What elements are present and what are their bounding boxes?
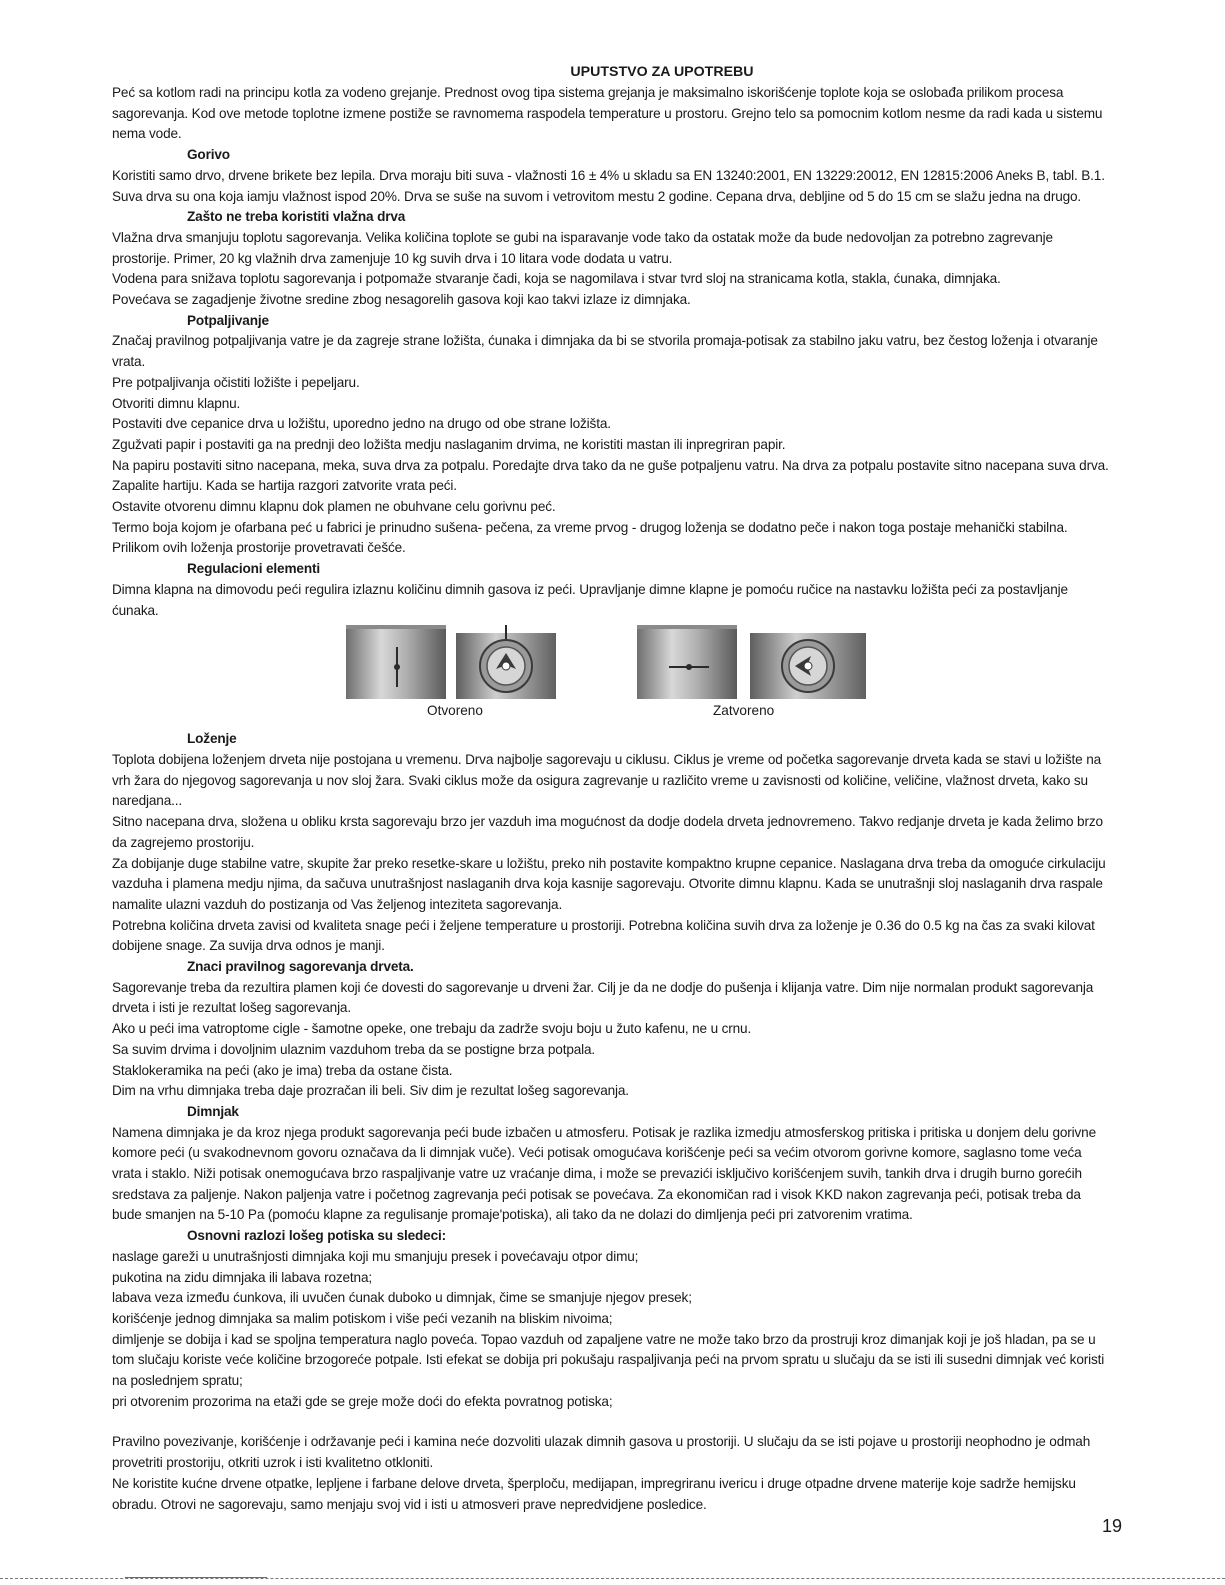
razlozi-item-3: labava veza između ćunkova, ili uvučen ćunak duboko u dimnjak, čime se smanjuje njegov presek; (112, 1290, 692, 1306)
lozenje-paragraph-3: Za dobijanje duge stabilne vatre, skupite žar preko resetke-skare u ložištu, preko nih postavite kompaktno krupne cepanice. Naslagana drva treba da omoguće cirkulaciju vazduha i plamena medju njima, da sačuva unutrašnjost naslaganih drva koja kasnije sagorevaju. Otvorite dimnu klapnu. Kada se unutrašnji sloj naslaganih drva raspale namalite ulazni vazduh do postizanja od Vas željenog inteziteta sagorevanja. (112, 855, 1106, 912)
closing-paragraph-1: Pravilno povezivanje, korišćenje i održavanje peći i kamina neće dozvoliti ulazak dimnih gasova u prostoriji. U slučaju da se isti pojave u prostoriji neophodno je odmah provetriti prostoriju, otkriti uzrok i isti kvalitetno otkloniti. (112, 1434, 1091, 1471)
potpaljivanje-paragraph-9: Termo boja kojom je ofarbana peć u fabrici je prinudno sušena- pečena, za vreme prvog - drugog loženja se dodatno peče i nakon toga postaje mehanički stabilna. Prilikom ovih loženja prostorije provetravati češće. (112, 519, 1068, 556)
znaci-paragraph-3: Sa suvim drvima i dovoljnim ulaznim vazduhom treba da se postigne brza potpala. (112, 1041, 596, 1057)
manual-page (112, 62, 1112, 1515)
heading-razlozi: Osnovni razlozi lošeg potiska su sledeci: (187, 1228, 447, 1244)
znaci-paragraph-4: Staklokeramika na peći (ako je ima) treba da ostane čista. (112, 1062, 453, 1078)
lozenje-paragraph-1: Toplota dobijena loženjem drveta nije postojana u vremenu. Drva najbolje sagorevaju u ciklusu. Ciklus je vreme od početka sagorevanje drveta kada se stavi u ložište na vrh žara do njegovog sagorevanja u nov sloj žara. Svaki ciklus može da osigura zagrevanje u različito vreme u zavisnosti od količine, veličine, vlažnost drveta, kako su naredjana... (112, 751, 1102, 809)
footer-dashed-line (0, 1578, 1225, 1579)
razlozi-item-4: korišćenje jednog dimnjaka sa malim potiskom i više peći vezanih na bliskim nivoima; (112, 1310, 613, 1326)
caption-open: Otvoreno (427, 703, 483, 719)
page-title: UPUTSTVO ZA UPOTREBU (570, 64, 754, 80)
razlozi-item-6: pri otvorenim prozorima na etaži gde se greje može doći do efekta povratnog potiska; (112, 1393, 613, 1409)
potpaljivanje-paragraph-1: Značaj pravilnog potpaljivanja vatre je da zagreje strane ložišta, ćunaka i dimnjaka da bi se stvorila promaja-potisak za stabilno jaku vatru, bez čestog loženja i otvaranje vrata. (112, 333, 1098, 370)
dimnjak-paragraph: Namena dimnjaka je da kroz njega produkt sagorevanja peći bude izbačen u atmosferu. Potisak je razlika izmedju atmosferskog pritiska i pritiska u donjem delu gorivne komore peći (u svakodnevnom govoru označava da li dimnjak vuče). Veći potisak omogućava korišćenje peći sa većim otvorom gorivne komore, saglasno tome veća vrata i staklo. Niži potisak onemogućava brzo raspaljivanje vatre uz vraćanje dima, i može se prevazići isključivo korišćenjem suvih, tankih drva i drugih burno gorećih sredstava za paljenje. Nakon paljenja vatre i početnog zagrevanja peći potisak se povećava. Za ekonomičan rad i visok KKD nakon zagrevanja peći, potisak treba da bude smanjen na 5-10 Pa (pomoću klapne za regulisanje promaje'potiska), ali tako da ne dolazi do dimljenja peći pri zatvorenim vratima. (112, 1124, 1096, 1223)
caption-closed: Zatvoreno (713, 703, 775, 719)
razlozi-item-5: dimljenje se dobija i kad se spoljna temperatura naglo poveća. Topao vazduh od zapaljene vatre ne može tako brzo da prostruji kroz dimanjak koji je još hladan, pa se u tom slučaju koriste veće količine brzogoreće potpale. Isti efekat se dobija pri pokušaju raspaljivanja peći na prvom spratu u slučaju da se isti ili susedni dimnjak već koristi na poslednjem spratu; (112, 1331, 1105, 1389)
heading-potpaljivanje: Potpaljivanje (187, 312, 269, 328)
potpaljivanje-paragraph-5: Zgužvati papir i postaviti ga na prednji deo ložišta medju naslaganim drvima, ne koristiti mastan ili inpregriran papir. (112, 436, 786, 452)
damper-closed-pipe-image (637, 625, 737, 699)
heading-regulacioni-elementi: Regulacioni elementi (187, 561, 320, 577)
page-number: 19 (1102, 1516, 1123, 1536)
intro-paragraph: Peć sa kotlom radi na principu kotla za vodeno grejanje. Prednost ovog tipa sistema grejanja je maksimalno iskorišćenje toplote koja se oslobađa prilikom procesa sagorevanja. Kod ove metode toplotne izmene postiže se ravnomema raspodela temperature u prostoru. Grejno telo sa pomocnim kotlom nesme da radi kada u sistemu nema vode. (112, 85, 1103, 142)
damper-open-valve-image (456, 625, 556, 699)
heading-lozenje: Loženje (187, 731, 237, 747)
potpaljivanje-paragraph-6: Na papiru postaviti sitno nacepana, meka, suva drva za potpalu. Poredajte drva tako da ne guše potpaljenu vatru. Na drva za potpalu postavite sitno nacepana suva drva. (112, 457, 1109, 473)
potpaljivanje-paragraph-7: Zapalite hartiju. Kada se hartija razgori zatvorite vrata peći. (112, 478, 457, 494)
potpaljivanje-paragraph-8: Ostavite otvorenu dimnu klapnu dok plamen ne obuhvane celu gorivnu peć. (112, 499, 556, 515)
closing-paragraph-2: Ne koristite kućne drvene otpatke, lepljene i farbane delove drveta, šperploču, medijapan, impregriranu ivericu i druge otpadne drvene materije koje sadrže hemijsku obradu. Otrovi ne sagorevaju, samo menjaju svoj vid i isti u atmosveri prave nepredvidjene posledice. (112, 1475, 1076, 1512)
heading-znaci: Znaci pravilnog sagorevanja drveta. (187, 959, 414, 975)
razlozi-item-1: naslage gareži u unutrašnjosti dimnjaka koji mu smanjuju presek i povećavaju otpor dimu; (112, 1248, 639, 1264)
potpaljivanje-paragraph-4: Postaviti dve cepanice drva u ložištu, uporedno jedno na drugo od obe strane ložišta. (112, 416, 611, 432)
gorivo-paragraph: Koristiti samo drvo, drvene brikete bez lepila. Drva moraju biti suva - vlažnosti 16 ± 4% u skladu sa EN 13240:2001, EN 13229:20012, EN 12815:2006 Aneks B, tabl. B.1. Suva drva su ona koja iamju vlažnost ispod 20%. Drva se suše na suvom i vetrovitom mestu 2 godine. Cepana drva, debljine od 5 do 15 cm se slažu jedna na drugo. (112, 167, 1105, 204)
vlazna-paragraph-2: Vodena para snižava toplotu sagorevanja i potpomaže stvaranje čadi, koja se nagomilava i stvar tvrd sloj na stranicama kotla, stakla, ćunaka, dimnjaka. (112, 271, 1001, 287)
potpaljivanje-paragraph-3: Otvoriti dimnu klapnu. (112, 395, 241, 411)
footer-blue-line (125, 1577, 267, 1578)
heading-vlazna-drva: Zašto ne treba koristiti vlažna drva (187, 209, 406, 225)
damper-figure (112, 625, 1112, 723)
damper-closed-valve-image (750, 625, 866, 699)
vlazna-paragraph-1: Vlažna drva smanjuju toplotu sagorevanja. Velika količina toplote se gubi na isparavanje vode tako da ostatak može da bude nedovoljan za potrebno zagrevanje prostorije. Primer, 20 kg vlažnih drva zamenjuje 10 kg suvih drva i 10 litara vode dodata u vatru. (112, 229, 1053, 266)
lozenje-paragraph-4: Potrebna količina drveta zavisi od kvaliteta snage peći i željene temperature u prostoriji. Potrebna količina suvih drva za loženje je 0.36 do 0.5 kg na čas za svaki kilovat dobijene snage. Za suvija drva odnos je manji. (112, 917, 1095, 954)
znaci-paragraph-1: Sagorevanje treba da rezultira plamen koji će dovesti do sagorevanje u drveni žar. Cilj je da ne dodje do pušenja i klijanja vatre. Dim nije normalan produkt sagorevanja drveta i isti je rezultat lošeg sagorevanja. (112, 979, 1094, 1016)
spacer (112, 1412, 1112, 1432)
heading-dimnjak: Dimnjak (187, 1103, 239, 1119)
lozenje-paragraph-2: Sitno nacepana drva, složena u obliku krsta sagorevaju brzo jer vazduh ima mogućnost da dodje dodela drveta jednovremeno. Takvo redjanje drveta je kada želimo brzo da zagrejemo prostoriju. (112, 814, 1103, 850)
razlozi-item-2: pukotina na zidu dimnjaka ili labava rozetna; (112, 1269, 373, 1285)
vlazna-paragraph-3: Povećava se zagadjenje životne sredine zbog nesagorelih gasova koji kao takvi izlaze iz dimnjaka. (112, 292, 691, 308)
regulacioni-paragraph: Dimna klapna na dimovodu peći regulira izlaznu količinu dimnih gasova iz peći. Upravljanje dimne klapne je pomoću ručice na nastavku ložišta peći za postavljanje ćunaka. (112, 581, 1068, 618)
damper-open-pipe-image (346, 625, 446, 699)
znaci-paragraph-2: Ako u peći ima vatroptome cigle - šamotne opeke, one trebaju da zadrže svoju boju u žuto kafenu, ne u crnu. (112, 1021, 752, 1037)
potpaljivanje-paragraph-2: Pre potpaljivanja očistiti ložište i pepeljaru. (112, 374, 360, 390)
znaci-paragraph-5: Dim na vrhu dimnjaka treba daje prozračan ili beli. Siv dim je rezultat lošeg sagorevanja. (112, 1083, 629, 1099)
heading-gorivo: Gorivo (187, 147, 230, 163)
